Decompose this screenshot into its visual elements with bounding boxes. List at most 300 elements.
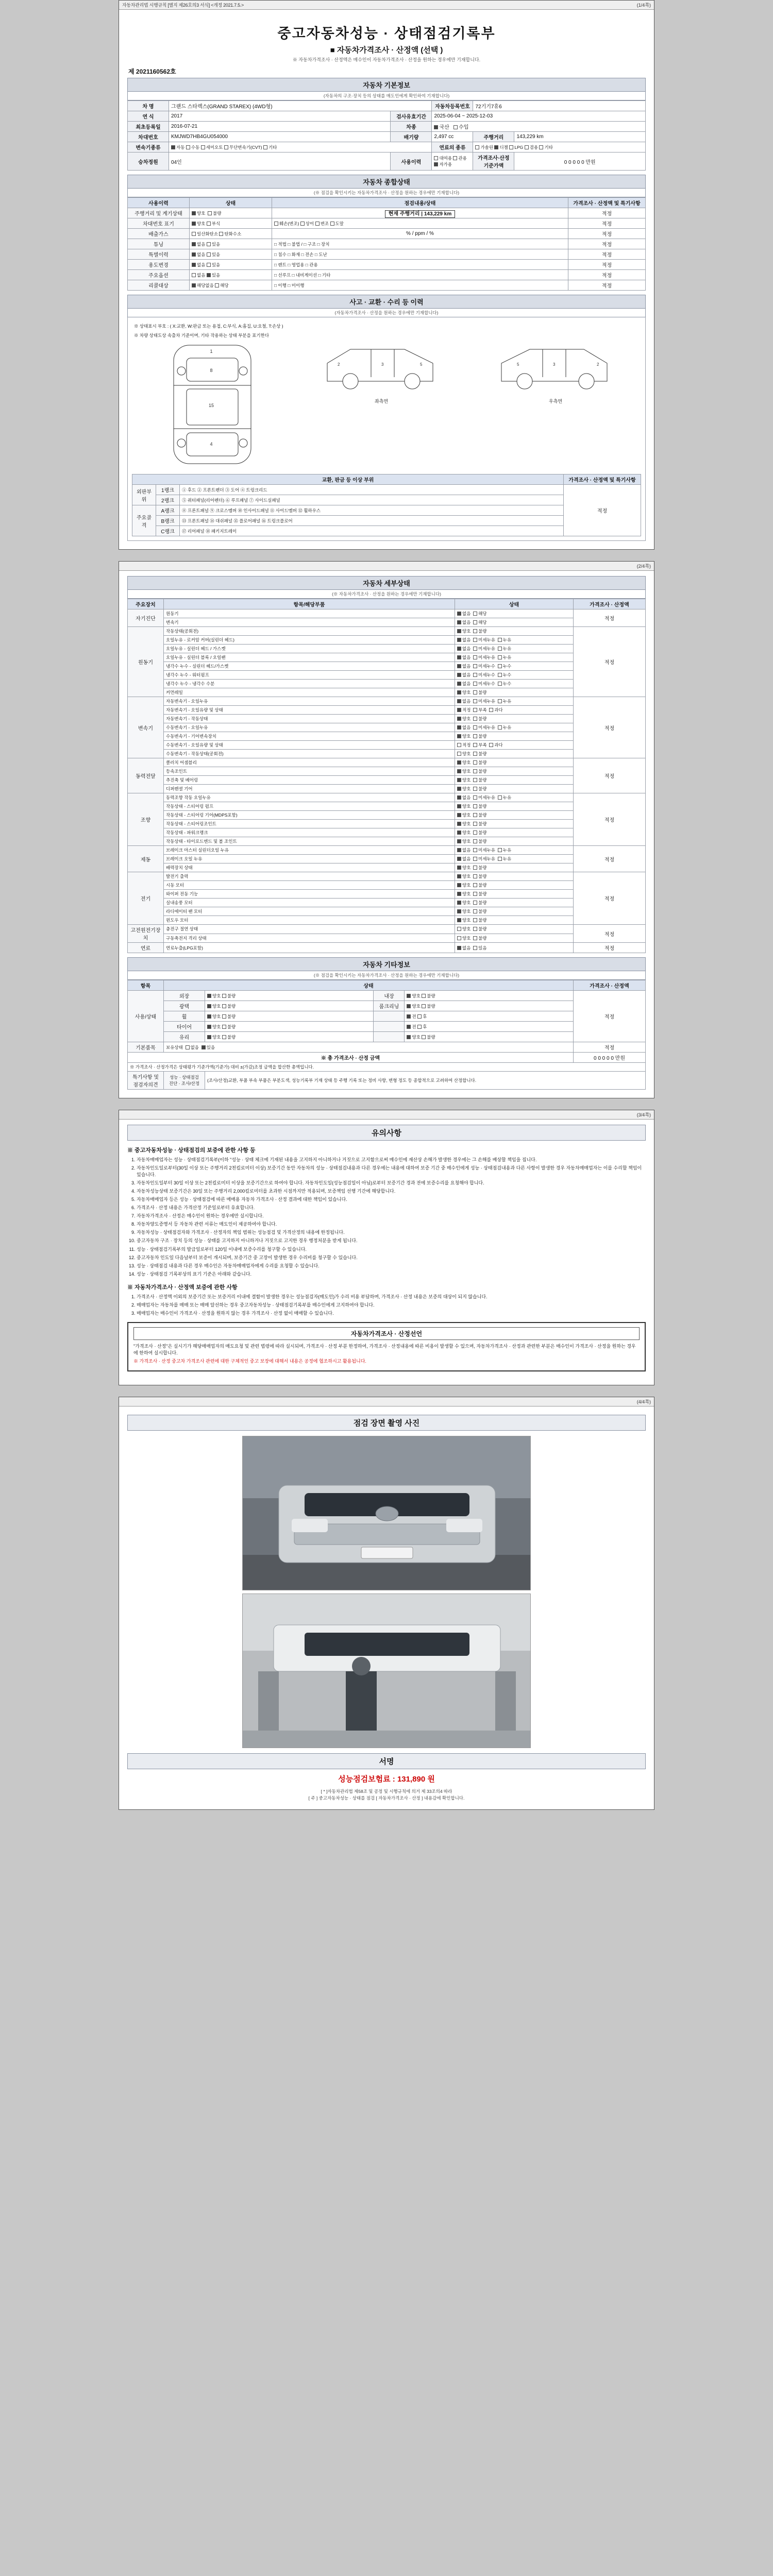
checkbox-option[interactable] — [457, 804, 461, 808]
checkbox-option[interactable] — [473, 647, 477, 651]
photo-section-title: 점검 장면 촬영 사진 — [127, 1415, 646, 1431]
checkbox-option[interactable] — [457, 822, 461, 826]
inspection-fee-label: 성능점검보험료 — [338, 1774, 391, 1784]
detail-item-state: 양호 불량 — [455, 820, 574, 828]
table-row — [128, 925, 646, 934]
checkbox-option[interactable] — [457, 795, 461, 800]
other-item-state: 양호 불량 — [205, 1032, 374, 1042]
checkbox-option[interactable] — [473, 655, 477, 659]
detail-item-label: 연료누출(LPG포함) — [164, 943, 455, 953]
checkbox-option[interactable] — [498, 638, 502, 642]
detail-item-state: 양호 불량 — [455, 732, 574, 741]
svg-text:3: 3 — [381, 362, 384, 367]
frame-label: 주요골격 — [132, 505, 156, 536]
checkbox-option[interactable] — [498, 647, 502, 651]
checkbox-vin-good[interactable] — [192, 222, 196, 226]
checkbox-option[interactable] — [457, 927, 461, 931]
svg-text:8: 8 — [210, 368, 213, 373]
overall-row-1-state: 양호 부식 — [190, 218, 272, 229]
section-accident-note: (자동차가격조사 · 산정을 원하는 경우에만 기재합니다) — [127, 309, 646, 317]
overall-row-2-state: 일산화탄소 탄화수소 — [190, 229, 272, 239]
checkbox-option[interactable] — [473, 778, 477, 782]
checkbox-option[interactable] — [498, 699, 502, 703]
checkbox-option[interactable] — [457, 760, 461, 765]
checkbox-usechange-yes[interactable] — [207, 263, 211, 267]
list-item: 5. 자동차매매업자 등은 성능 · 상태점검에 따른 매매용 자동차 가격조사 · 산정 결과에 대한 책임이 있습니다. — [137, 1196, 646, 1203]
detail-item-label: 윈도우 모터 — [164, 916, 455, 925]
checkbox-option[interactable] — [473, 743, 477, 747]
checkbox-option[interactable] — [457, 946, 461, 950]
checkbox-option[interactable] — [457, 620, 461, 624]
detail-group-4-name: 조향 — [128, 793, 164, 846]
checkbox-basic-none[interactable] — [186, 1045, 190, 1049]
checkbox-option[interactable] — [473, 936, 477, 940]
checkbox-usage-gov[interactable] — [453, 156, 457, 160]
detail-item-label: 브레이크 마스터 실린더오일 누유 — [164, 846, 455, 855]
checkbox-option[interactable] — [407, 1025, 411, 1029]
checkbox-option[interactable] — [457, 673, 461, 677]
option-usage-rental: 대여용 — [439, 156, 452, 161]
other-table-body — [128, 991, 646, 1042]
checkbox-option[interactable] — [473, 866, 477, 870]
checkbox-option[interactable] — [407, 1004, 411, 1008]
list-item: 2. 매매업자는 자동차를 매매 또는 매매 알선하는 경우 중고자동차성능 · 상태점검기록부를 매수인에게 고지하여야 합니다. — [137, 1302, 646, 1309]
checkbox-option[interactable] — [473, 638, 477, 642]
checkbox-option[interactable] — [473, 725, 477, 730]
other-item-label-2 — [374, 1011, 405, 1022]
overall-row-4-state: 없음 있음 — [190, 249, 272, 260]
car-right-caption: 우측면 — [548, 399, 563, 404]
detail-item-label: 동력조향 작동 오일누유 — [164, 793, 455, 802]
overall-row-2-price: 적정 — [568, 229, 646, 239]
total-price-value: 0 0 0 0 0 만원 — [574, 1053, 646, 1063]
list-item: 11. 성능 · 상태점검기록부의 발급일로부터 120일 이내에 보증수리를 청구할 수 있습니다. — [137, 1246, 646, 1253]
checkbox-vin-corroded[interactable] — [207, 222, 211, 226]
table-row — [128, 208, 646, 218]
checkbox-option[interactable] — [457, 612, 461, 616]
table-row — [132, 485, 641, 495]
checkbox-option[interactable] — [457, 638, 461, 642]
detail-item-state: 양호 불량 — [455, 758, 574, 767]
detail-item-label: 원동기 — [164, 609, 455, 618]
checkbox-fuel-etc[interactable] — [539, 145, 543, 149]
checkbox-fuel-diesel[interactable] — [494, 145, 498, 149]
value-mileage: 143,229 km — [514, 132, 646, 142]
checkbox-option[interactable] — [457, 839, 461, 843]
detail-item-state: 적정 부족 과다 — [455, 741, 574, 750]
checkbox-special-none[interactable] — [192, 252, 196, 257]
checkbox-option[interactable] — [457, 848, 461, 852]
overall-row-3-label: 튜닝 — [128, 239, 190, 249]
rank1-items: ① 후드 ② 프론트펜더 ③ 도어 ④ 트렁크리드 — [180, 485, 564, 495]
checkbox-option[interactable] — [498, 673, 502, 677]
checkbox-option[interactable] — [457, 909, 461, 913]
overall-row-7-label: 리콜대상 — [128, 280, 190, 291]
checkbox-option[interactable] — [222, 1025, 226, 1029]
checkbox-option[interactable] — [457, 734, 461, 738]
checkbox-option[interactable] — [417, 1025, 422, 1029]
rank2-items: ⑤ 쿼터패널(리어펜더) ⑥ 루프패널 ⑦ 사이드실패널 — [180, 495, 564, 505]
checkbox-option[interactable] — [473, 927, 477, 931]
damage-parts-table — [132, 474, 641, 536]
detail-item-label: 등속조인트 — [164, 767, 455, 776]
detail-item-state: 양호 불량 — [455, 916, 574, 925]
checkbox-options-yes[interactable] — [207, 273, 211, 277]
checkbox-option[interactable] — [457, 655, 461, 659]
table-row — [128, 627, 646, 636]
section-overall-title: 자동차 종합상태 — [127, 175, 646, 189]
checkbox-option[interactable] — [473, 822, 477, 826]
table-row — [128, 776, 646, 785]
checkbox-recall-yes[interactable] — [215, 283, 219, 287]
declaration-box — [127, 1322, 646, 1371]
checkbox-option[interactable] — [207, 994, 211, 998]
checkbox-option[interactable] — [457, 857, 461, 861]
checkbox-trans-etc[interactable] — [263, 145, 267, 149]
checkbox-option[interactable] — [457, 918, 461, 922]
svg-text:5: 5 — [517, 362, 519, 367]
overall-row-0-detail: 현재 주행거리 | 143,229 km — [272, 208, 568, 218]
overall-row-6-detail: □ 선루프 □ 내비게이션 □ 기타 — [272, 270, 568, 280]
checkbox-option[interactable] — [457, 690, 461, 694]
checkbox-option[interactable] — [457, 769, 461, 773]
checkbox-option[interactable] — [473, 752, 477, 756]
checkbox-option[interactable] — [422, 994, 426, 998]
checkbox-emission-co[interactable] — [192, 232, 196, 236]
detail-item-label: 작동상태 - 스티어링조인트 — [164, 820, 455, 828]
checkbox-option[interactable] — [207, 1004, 211, 1008]
checkbox-option[interactable] — [207, 1025, 211, 1029]
detail-group-1-name: 원동기 — [128, 627, 164, 697]
other-item-state-2: 전 후 — [405, 1022, 574, 1032]
checkbox-emission-hc[interactable] — [219, 232, 223, 236]
checkbox-option[interactable] — [473, 682, 477, 686]
table-row — [128, 907, 646, 916]
list-item: 10. 중고자동차 구조 · 장치 등의 성능 · 상태를 고지하지 아니하거나 거짓으로 고지한 경우 행정처분을 받게 됩니다. — [137, 1238, 646, 1244]
checkbox-option[interactable] — [457, 901, 461, 905]
checkbox-options-none[interactable] — [192, 273, 196, 277]
overall-table — [127, 197, 646, 291]
other-col-3: 가격조사 · 산정액 — [574, 980, 646, 991]
detail-group-1-price: 적정 — [574, 627, 646, 697]
checkbox-usechange-none[interactable] — [192, 263, 196, 267]
detail-item-state: 없음 미세누수 누수 — [455, 662, 574, 671]
detail-item-label: 냉각수 누수 - 워터펌프 — [164, 671, 455, 680]
checkbox-option[interactable] — [457, 664, 461, 668]
checkbox-vin-damaged[interactable] — [274, 222, 278, 226]
list-item: 8. 자동차양도증명서 등 자동차 관련 서류는 매도인이 제공하여야 합니다. — [137, 1221, 646, 1228]
frame-c-label: C랭크 — [156, 526, 180, 536]
checkbox-option[interactable] — [473, 795, 477, 800]
checkbox-option[interactable] — [457, 699, 461, 703]
value-transmission — [169, 142, 432, 152]
detail-item-label: 냉각수 누수 - 실린더 헤드/가스켓 — [164, 662, 455, 671]
rank2-label: 2랭크 — [156, 495, 180, 505]
checkbox-option[interactable] — [457, 717, 461, 721]
table-row — [128, 1053, 646, 1063]
checkbox-trans-semi[interactable] — [201, 145, 205, 149]
checkbox-vin-altered[interactable] — [315, 222, 320, 226]
detail-item-state: 양호 불량 — [455, 934, 574, 943]
checkbox-option[interactable] — [498, 857, 502, 861]
table-row — [128, 820, 646, 828]
detail-group-6-name: 전기 — [128, 872, 164, 925]
form-legal-reference: 자동차관리법 시행규칙 [별지 제26호의3 서식] <개정 2021.7.5.> — [122, 3, 244, 8]
other-col-1: 항목 — [128, 980, 164, 991]
checkbox-option[interactable] — [457, 682, 461, 686]
checkbox-special-yes[interactable] — [207, 252, 211, 257]
label-body: 차종 — [391, 122, 432, 132]
checkbox-fuel-gasoline[interactable] — [475, 145, 479, 149]
overall-row-1-label: 차대번호 표기 — [128, 218, 190, 229]
svg-text:3: 3 — [553, 362, 556, 367]
detail-item-label: 배력장치 상태 — [164, 863, 455, 872]
checkbox-option[interactable] — [417, 1014, 422, 1019]
checkbox-option[interactable] — [457, 787, 461, 791]
label-reg-num: 자동차등록번호 — [432, 101, 473, 111]
detail-col-4: 가격조사 · 산정액 — [574, 599, 646, 609]
checkbox-option[interactable] — [498, 682, 502, 686]
detail-item-label: 수동변속기 - 오일누유 — [164, 723, 455, 732]
basic-items-value: 보유상태 없음 있음 — [164, 1042, 574, 1053]
photo-front-svg — [243, 1436, 531, 1590]
checkbox-option[interactable] — [473, 901, 477, 905]
checkbox-option[interactable] — [457, 936, 461, 940]
option-trans-semi: 세미오토 — [206, 144, 223, 150]
value-displacement: 2,497 cc — [432, 132, 473, 142]
page-1 — [119, 0, 654, 550]
checkbox-option[interactable] — [473, 690, 477, 694]
other-side-label: 사용/상태 — [128, 991, 164, 1042]
checkbox-option[interactable] — [498, 655, 502, 659]
overall-col-3: 점검내용/상태 — [272, 198, 568, 208]
checkbox-option[interactable] — [473, 946, 477, 950]
other-item-label: 외장 — [164, 991, 205, 1001]
detail-item-label: 디퍼렌셜 기어 — [164, 785, 455, 793]
checkbox-option[interactable] — [498, 795, 502, 800]
page-number-3: (3/4쪽) — [636, 1112, 651, 1117]
checkbox-option[interactable] — [489, 743, 493, 747]
value-usage — [432, 152, 473, 171]
notice-list-1 — [137, 1157, 646, 1278]
special-note-text: (조사/산정)교환, 부품 부속 부품은 부분도색, 성능기록부 기재 상태 등 주행 기록 또는 정비 사항, 변형 정도 등 종합적으로 고려하여 산정합니다. — [205, 1072, 646, 1090]
section-accident-title: 사고 · 교환 · 수리 등 이력 — [127, 295, 646, 309]
option-fuel-gasoline: 가솔린 — [480, 144, 494, 150]
inspection-photo-front — [242, 1436, 531, 1590]
detail-item-label: 커먼레일 — [164, 688, 455, 697]
checkbox-option[interactable] — [457, 778, 461, 782]
overall-row-7-state: 해당없음 해당 — [190, 280, 272, 291]
table-row — [128, 863, 646, 872]
value-reg-num: 72기기7휴6 — [473, 101, 646, 111]
checkbox-body-import[interactable] — [453, 125, 458, 129]
checkbox-option[interactable] — [473, 664, 477, 668]
checkbox-basic-yes[interactable] — [201, 1045, 206, 1049]
checkbox-tuning-none[interactable] — [192, 242, 196, 246]
checkbox-vin-different[interactable] — [300, 222, 305, 226]
detail-group-7-price: 적정 — [574, 925, 646, 943]
table-row — [128, 618, 646, 627]
checkbox-option[interactable] — [473, 813, 477, 817]
checkbox-option[interactable] — [498, 664, 502, 668]
checkbox-option[interactable] — [222, 1004, 226, 1008]
checkbox-option[interactable] — [473, 909, 477, 913]
checkbox-option[interactable] — [473, 787, 477, 791]
checkbox-recall-na[interactable] — [192, 283, 196, 287]
checkbox-option[interactable] — [457, 831, 461, 835]
checkbox-option[interactable] — [473, 673, 477, 677]
checkbox-trans-auto[interactable] — [171, 145, 175, 149]
detail-item-state: 양호 불량 — [455, 863, 574, 872]
table-row — [128, 239, 646, 249]
overall-col-1: 사용이력 — [128, 198, 190, 208]
checkbox-fuel-dual[interactable] — [525, 145, 529, 149]
overall-row-4-label: 특별이력 — [128, 249, 190, 260]
checkbox-option[interactable] — [498, 848, 502, 852]
detail-item-state: 양호 불량 — [455, 767, 574, 776]
checkbox-option[interactable] — [222, 1035, 226, 1039]
table-row — [128, 706, 646, 715]
detail-item-state: 양호 불량 — [455, 776, 574, 785]
checkbox-fuel-lpg[interactable] — [509, 145, 513, 149]
overall-row-3-detail: □ 적법 □ 불법 / □ 구조 □ 장치 — [272, 239, 568, 249]
checkbox-option[interactable] — [457, 892, 461, 896]
basic-items-price: 적정 — [574, 1042, 646, 1053]
checkbox-vin-erased[interactable] — [330, 222, 334, 226]
detail-table-body — [128, 609, 646, 953]
other-info-table — [127, 980, 646, 1090]
other-item-label: 광택 — [164, 1001, 205, 1011]
checkbox-mileage-good[interactable] — [192, 211, 196, 215]
table-row — [128, 653, 646, 662]
checkbox-option[interactable] — [473, 874, 477, 878]
notice-sec1-title: ※ 중고자동차성능 · 상태점검의 보증에 관한 사항 등 — [127, 1147, 256, 1154]
detail-group-2-name: 변속기 — [128, 697, 164, 758]
table-row — [128, 645, 646, 653]
detail-state-table — [127, 599, 646, 953]
value-first-reg: 2016-07-21 — [169, 122, 391, 132]
checkbox-usage-rental[interactable] — [434, 156, 438, 160]
checkbox-option[interactable] — [473, 831, 477, 835]
checkbox-option[interactable] — [457, 752, 461, 756]
checkbox-option[interactable] — [473, 699, 477, 703]
section-basic-info-title: 자동차 기본정보 — [127, 78, 646, 92]
table-row — [128, 1063, 646, 1072]
checkbox-option[interactable] — [473, 918, 477, 922]
overall-col-2: 상태 — [190, 198, 272, 208]
svg-text:2: 2 — [338, 362, 340, 367]
checkbox-option[interactable] — [457, 874, 461, 878]
label-vin: 차대번호 — [128, 132, 169, 142]
checkbox-option[interactable] — [473, 839, 477, 843]
checkbox-option[interactable] — [457, 647, 461, 651]
checkbox-option[interactable] — [473, 883, 477, 887]
page-number-4: (4/4쪽) — [636, 1399, 651, 1404]
checkbox-option[interactable] — [207, 1014, 211, 1019]
label-transmission: 변속기종류 — [128, 142, 169, 152]
checkbox-option[interactable] — [422, 1035, 426, 1039]
value-vin: KMJWD7HB4GU054000 — [169, 132, 391, 142]
label-displacement: 배기량 — [391, 132, 432, 142]
checkbox-option[interactable] — [222, 1014, 226, 1019]
detail-item-label: 변속기 — [164, 618, 455, 627]
detail-item-state: 없음 미세누유 누유 — [455, 723, 574, 732]
damage-parts-header: 교환, 판금 등 이상 부위 — [132, 474, 564, 485]
special-note-left: 성능 · 상태점검 진단 · 조사/산정 — [164, 1072, 205, 1090]
checkbox-option[interactable] — [473, 848, 477, 852]
frame-b-items: ⑬ 프론트패널 ⑭ 대쉬패널 ⑮ 플로어패널 ⑯ 트렁크플로어 — [180, 516, 564, 526]
checkbox-option[interactable] — [498, 725, 502, 730]
detail-item-state: 양호 불량 — [455, 872, 574, 881]
detail-item-state: 양호 불량 — [455, 907, 574, 916]
checkbox-trans-cvt[interactable] — [224, 145, 228, 149]
value-seats: 04인 — [169, 152, 391, 171]
car-damage-diagram — [127, 317, 646, 541]
checkbox-tuning-yes[interactable] — [207, 242, 211, 246]
checkbox-option[interactable] — [473, 804, 477, 808]
value-valid: 2025-06-04 ~ 2025-12-03 — [432, 111, 646, 122]
checkbox-option[interactable] — [473, 857, 477, 861]
checkbox-option[interactable] — [473, 612, 477, 616]
diagram-legend-1: ※ 상태표시 부호 : ( X:교환, W:판금 또는 용접, C:부식, A:흠집, U:요철, T:손상 ) — [134, 324, 283, 329]
checkbox-option[interactable] — [457, 743, 461, 747]
detail-item-label: 발전기 출력 — [164, 872, 455, 881]
other-col-2: 상태 — [164, 980, 574, 991]
checkbox-option[interactable] — [457, 725, 461, 730]
declaration-body: "가격조사 · 산정"은 실시기가 해당매매업자의 매도요청 및 관련 법령에 따라 실시되며, 가격조사 · 산정 부분 한정하여, 가격조사 · 산정내용에 따른 비용이 발생할 수 있으며, 자동차가격조사 · 산정과 관련한 부분은 매수인이 가격조사 · 산정을 원하는 경우에 한하여 실시합니다. — [133, 1343, 636, 1355]
checkbox-option[interactable] — [473, 629, 477, 633]
checkbox-option[interactable] — [207, 1035, 211, 1039]
overall-row-3-price: 적정 — [568, 239, 646, 249]
table-row — [128, 828, 646, 837]
option-fuel-lpg: LPG — [514, 144, 524, 150]
detail-item-state: 없음 미세누유 누유 — [455, 846, 574, 855]
checkbox-option[interactable] — [473, 769, 477, 773]
notice-title: 유의사항 — [127, 1125, 646, 1141]
table-row — [128, 890, 646, 899]
checkbox-mileage-bad[interactable] — [208, 211, 212, 215]
checkbox-option[interactable] — [457, 708, 461, 712]
overall-row-6-price: 적정 — [568, 270, 646, 280]
checkbox-option[interactable] — [473, 734, 477, 738]
checkbox-option[interactable] — [473, 760, 477, 765]
checkbox-option[interactable] — [407, 994, 411, 998]
checkbox-option[interactable] — [473, 708, 477, 712]
checkbox-option[interactable] — [222, 994, 226, 998]
checkbox-option[interactable] — [457, 883, 461, 887]
checkbox-option[interactable] — [489, 708, 493, 712]
checkbox-option[interactable] — [457, 866, 461, 870]
frame-c-items: ⑰ 리어패널 ⑱ 패키지트레이 — [180, 526, 564, 536]
checkbox-option[interactable] — [457, 629, 461, 633]
checkbox-option[interactable] — [457, 813, 461, 817]
detail-item-state: 양호 불량 — [455, 715, 574, 723]
checkbox-option[interactable] — [422, 1004, 426, 1008]
detail-item-state: 양호 불량 — [455, 627, 574, 636]
checkbox-option[interactable] — [407, 1014, 411, 1019]
checkbox-trans-manual[interactable] — [186, 145, 190, 149]
total-price-label: ※ 총 가격조사 · 산정 금액 — [128, 1053, 574, 1063]
checkbox-body-domestic[interactable] — [434, 125, 438, 129]
checkbox-option[interactable] — [473, 892, 477, 896]
checkbox-option[interactable] — [407, 1035, 411, 1039]
checkbox-option[interactable] — [473, 620, 477, 624]
checkbox-usage-private[interactable] — [434, 162, 438, 166]
detail-item-label: 작동상태 - 스티어링 기어(MDPS포함) — [164, 811, 455, 820]
notice-sec2-title: ※ 자동차가격조사 · 산정액 보증에 관한 사항 — [127, 1284, 238, 1291]
page-2-topbar — [119, 562, 654, 571]
checkbox-option[interactable] — [473, 717, 477, 721]
